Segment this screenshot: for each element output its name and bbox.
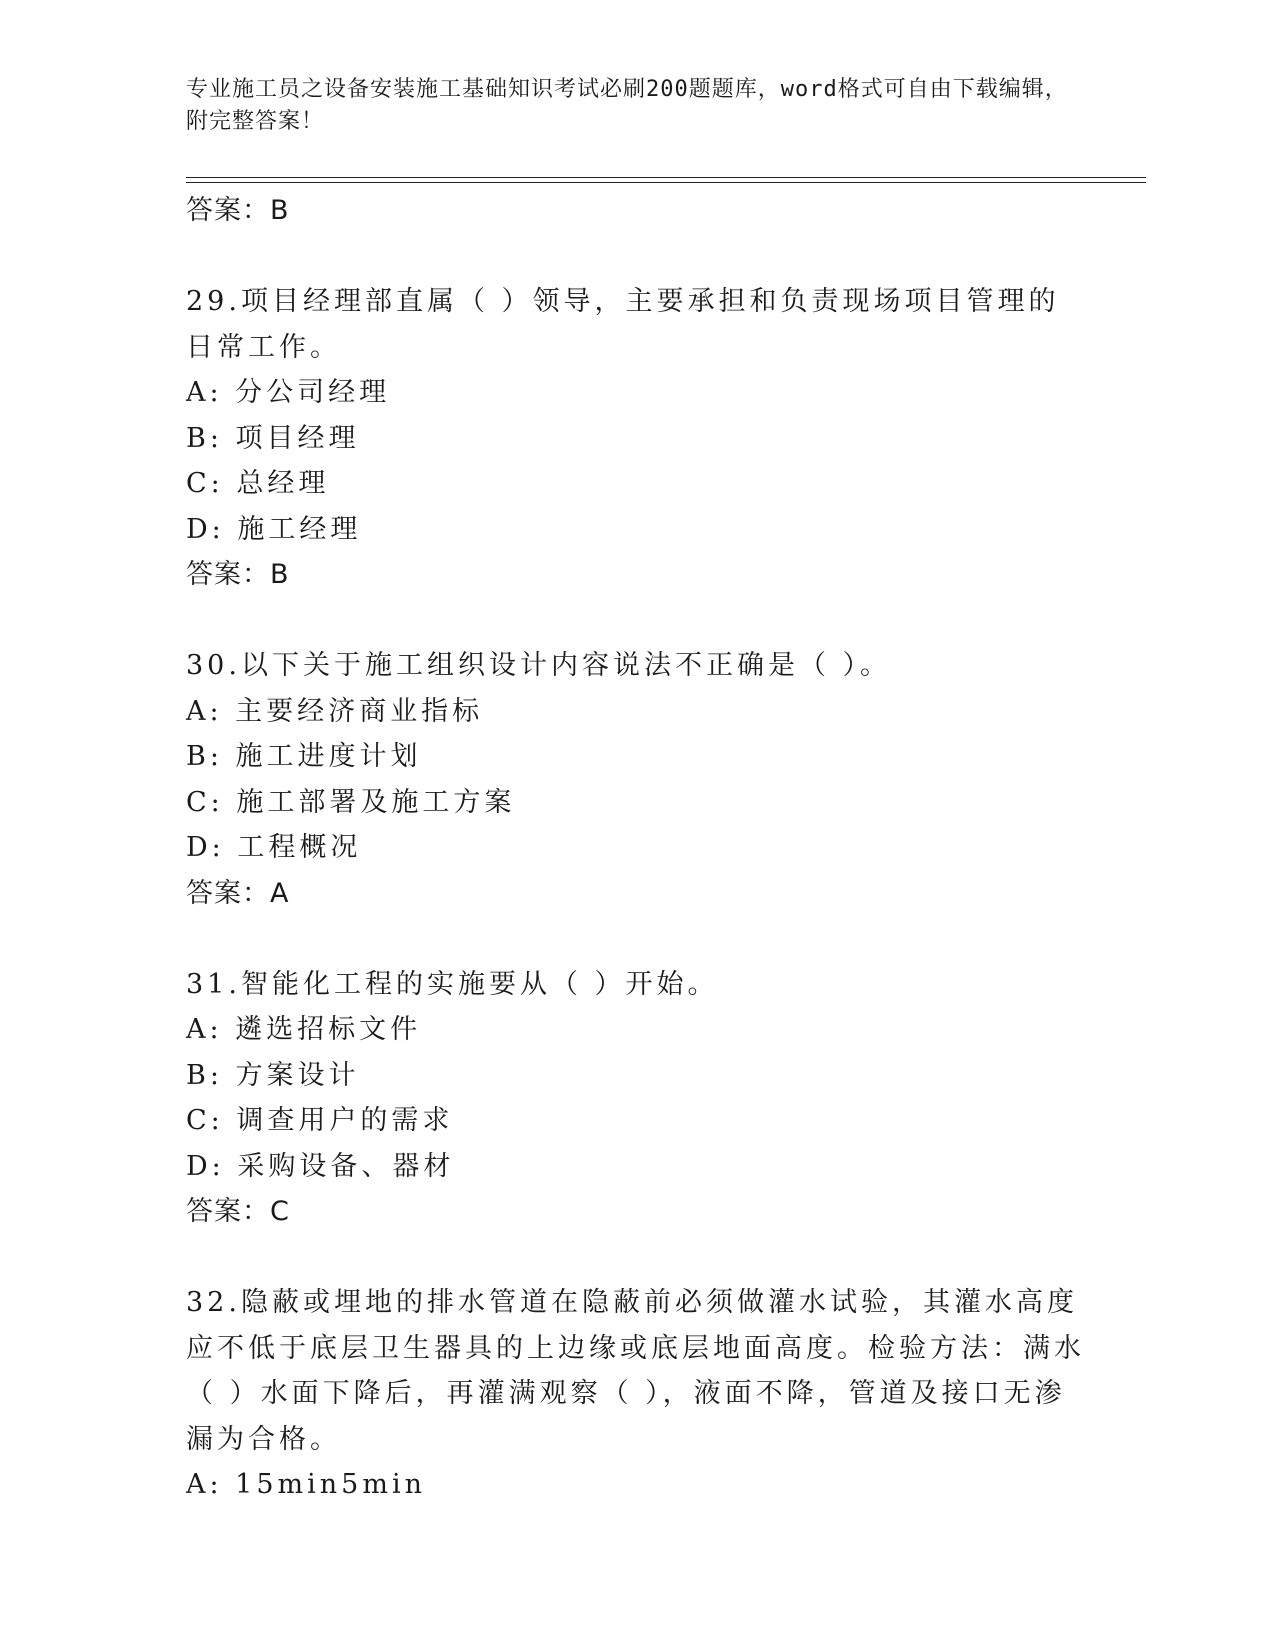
header-rule-top: [186, 177, 1146, 178]
option-b: B: 施工进度计划: [186, 741, 422, 772]
spacer: [186, 1234, 1086, 1280]
question-list: [186, 188, 1086, 1508]
spacer: [186, 233, 1086, 279]
option-d: D: 工程概况: [186, 832, 362, 863]
page-header: 专业施工员之设备安装施工基础知识考试必刷200题题库，word格式可自由下载编辑，附完整答案！: [186, 77, 1068, 134]
question-stem: 31.智能化工程的实施要从（ ）开始。: [186, 968, 719, 1000]
question-stem: 29.项目经理部直属（ ）领导，主要承担和负责现场项目管理的日常工作。: [186, 286, 1060, 363]
option-c: C: 施工部署及施工方案: [186, 786, 516, 818]
option-a: A: 遴选招标文件: [186, 1014, 422, 1045]
option-a: A: 15min5min: [186, 1469, 426, 1500]
answer-line: 答案：B: [186, 195, 290, 226]
option-d: D: 施工经理: [186, 513, 362, 545]
question-stem: 32.隐蔽或埋地的排水管道在隐蔽前必须做灌水试验，其灌水高度应不低于底层卫生器具的上边缘或底层地面高度。检验方法：满水（ ）水面下降后，再灌满观察（ ），液面不降，管道及接口无渗漏为合格。: [186, 1287, 1085, 1455]
header-rule-bottom: [186, 182, 1146, 183]
answer-line: 答案：B: [186, 559, 290, 590]
option-b: B: 项目经理: [186, 422, 360, 454]
option-c: C: 调查用户的需求: [186, 1105, 454, 1136]
option-b: B: 方案设计: [186, 1059, 360, 1091]
spacer: [186, 916, 1086, 962]
option-a: A: 分公司经理: [186, 377, 391, 408]
question-stem: 30.以下关于施工组织设计内容说法不正确是（ ）。: [186, 650, 892, 681]
option-d: D: 采购设备、器材: [186, 1150, 455, 1182]
spacer: [186, 597, 1086, 643]
option-a: A: 主要经济商业指标: [186, 695, 484, 727]
answer-line: 答案：A: [186, 877, 290, 909]
option-c: C: 总经理: [186, 468, 330, 499]
answer-line: 答案：C: [186, 1196, 290, 1227]
